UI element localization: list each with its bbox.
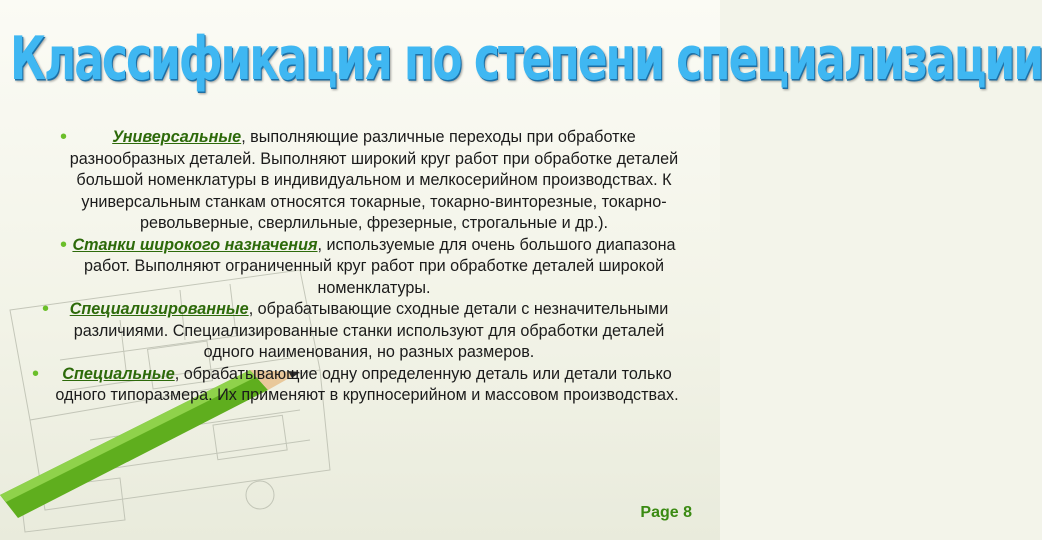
- list-item: [58, 127, 690, 235]
- bullet-dot-icon: •: [60, 233, 68, 256]
- bullet-dot-icon: •: [32, 362, 40, 385]
- bullet-text: , обрабатывающие одну определенную деталь или детали только одного типоразмера. Их применяют в крупносерийном и массовом производствах.: [55, 364, 679, 404]
- bullet-text: , выполняющие различные переходы при обработке разнообразных деталей. Выполняют широкий круг работ при обработке деталей большой номенклатуры в индивидуальном и мелкосерийном производствах. К универсальным станкам относятся токарные, токарно-винторезные, токарно-револьверные, сверлильные, фрезерные, строгальные и др.).: [69, 128, 679, 232]
- page-number: Page 8: [640, 504, 692, 521]
- list-item: [32, 362, 690, 407]
- list-item: [42, 298, 690, 364]
- bullet-term: Станки широкого назначения: [72, 235, 318, 254]
- bullet-term: Специализированные: [69, 300, 249, 318]
- bullet-term: Универсальные: [112, 128, 242, 146]
- list-item: [58, 235, 690, 300]
- bullet-dot-icon: •: [42, 298, 50, 320]
- slide-title: Классификация по степени специализации: [10, 24, 1042, 94]
- bullet-list: [32, 126, 690, 407]
- bullet-term: Специальные: [62, 364, 175, 383]
- bullet-text: , обрабатывающие сходные детали с незначительными различиями. Специализированные станки используют для обработки деталей одного наименования, но разных размеров.: [73, 300, 669, 361]
- bullet-dot-icon: •: [60, 126, 68, 148]
- bullet-text: , используемые для очень большого диапазона работ. Выполняют ограниченный круг работ при обработке деталей широкой номенклатуры.: [83, 235, 676, 297]
